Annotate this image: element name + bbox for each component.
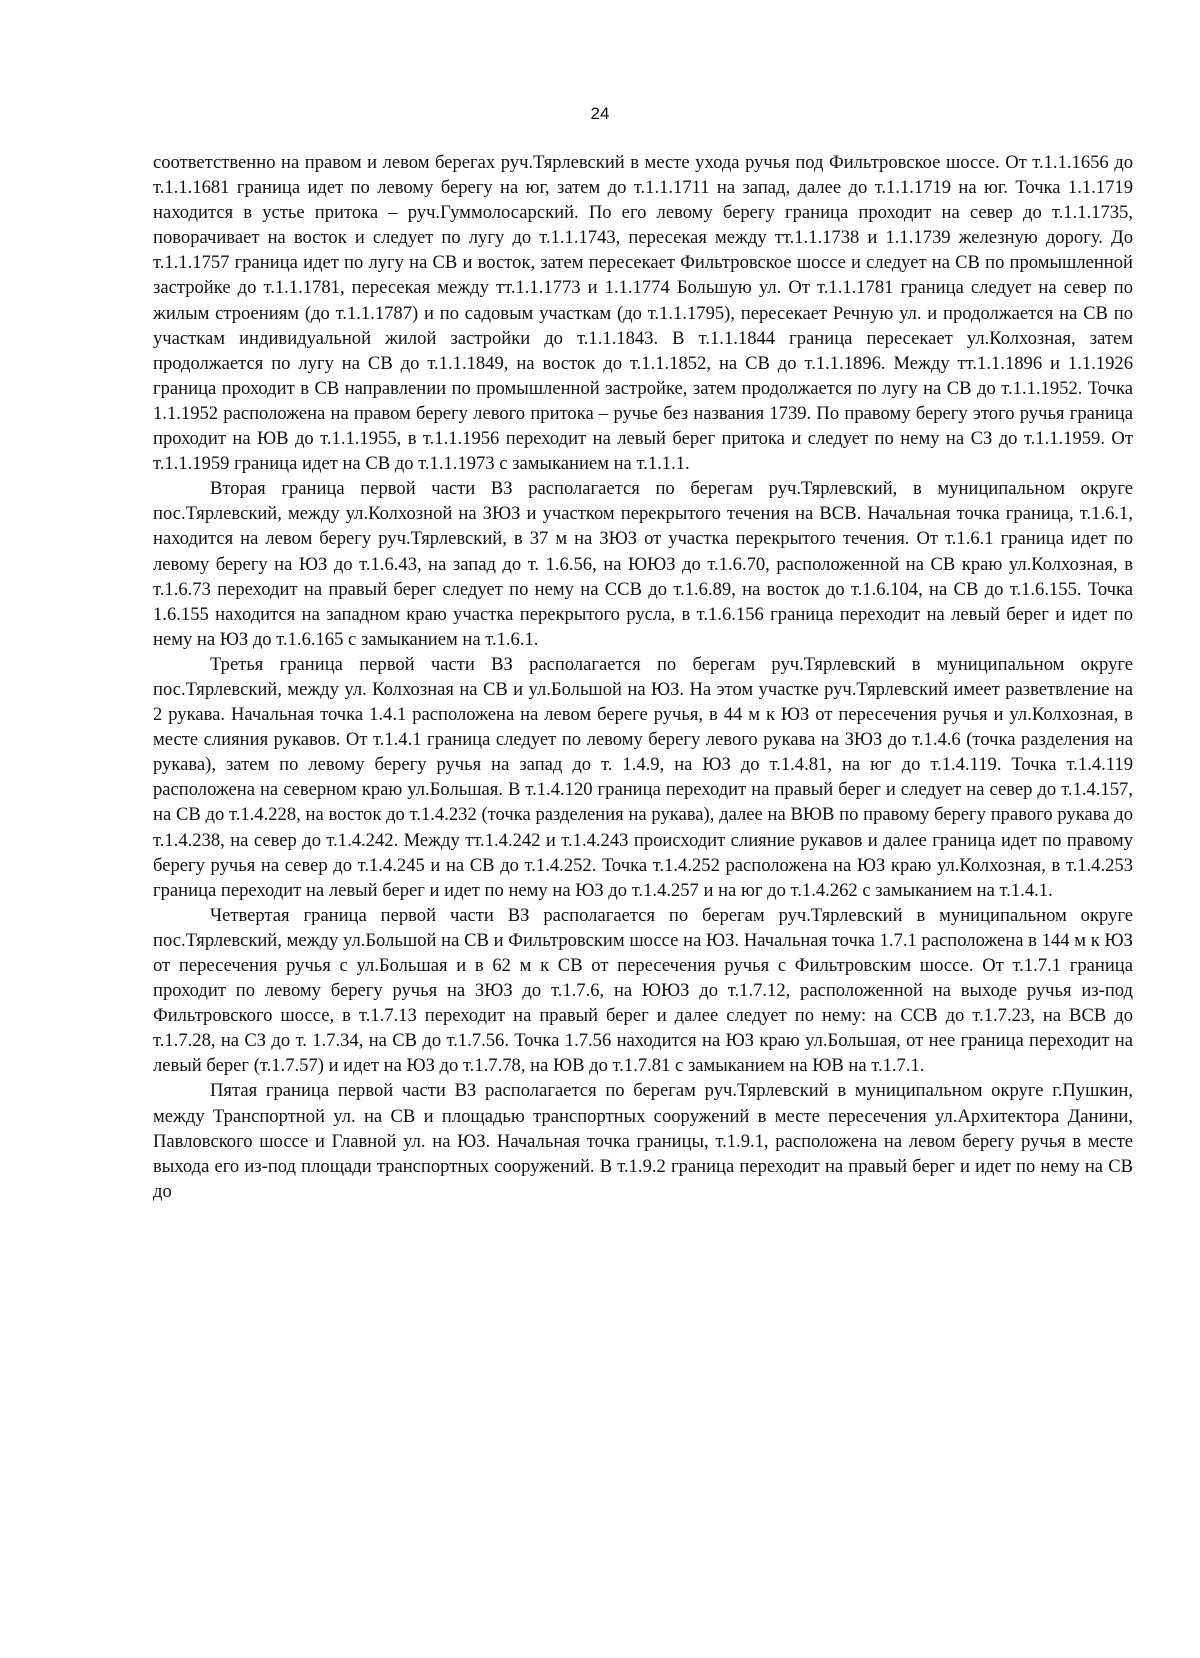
paragraph-4: Четвертая граница первой части ВЗ располагается по берегам руч.Тярлевский в муниципальном округе пос.Тярлевский, между ул.Большой на СВ и Фильтровским шоссе на ЮЗ. Начальная точка 1.7.1 расположена в 144 м к ЮЗ от пересечения ручья с ул.Большая и в 62 м к СВ от пересечения ручья с Фильтровским шоссе. От т.1.7.1 граница проходит по левому берегу ручья на ЗЮЗ до т.1.7.6, на ЮЮЗ до т.1.7.12, расположенной на выходе ручья из-под Фильтровского шоссе, в т.1.7.13 переходит на правый берег и далее следует по нему: на ССВ до т.1.7.23, на ВСВ до т.1.7.28, на СЗ до т. 1.7.34, на СВ до т.1.7.56. Точка 1.7.56 находится на ЮЗ краю ул.Большая, от нее граница переходит на левый берег (т.1.7.57) и идет на ЮЗ до т.1.7.78, на ЮВ до т.1.7.81 с замыканием на ЮВ на т.1.7.1. <box>153 904 1133 1077</box>
page-number: 24 <box>590 104 610 123</box>
paragraph-3: Третья граница первой части ВЗ располагается по берегам руч.Тярлевский в муниципальном округе пос.Тярлевский, между ул. Колхозная на СВ и ул.Большой на ЮЗ. На этом участке руч.Тярлевский имеет разветвление на 2 рукава. Начальная точка 1.4.1 расположена на левом береге ручья, в 44 м к ЮЗ от пересечения ручья и ул.Колхозная, в месте слияния рукавов. От т.1.4.1 граница следует по левому берегу левого рукава на ЗЮЗ до т.1.4.6 (точка разделения на рукава), затем по левому берегу ручья на запад до т. 1.4.9, на ЮЗ до т.1.4.81, на юг до т.1.4.119. Точка т.1.4.119 расположена на северном краю ул.Большая. В т.1.4.120 граница переходит на правый берег и следует на север до т.1.4.157, на СВ до т.1.4.228, на восток до т.1.4.232 (точка разделения на рукава), далее на ВЮВ по правому берегу правого рукава до т.1.4.238, на север до т.1.4.242. Между тт.1.4.242 и т.1.4.243 происходит слияние рукавов и далее граница идет по правому берегу ручья на север до т.1.4.245 и на СВ до т.1.4.252. Точка т.1.4.252 расположена на ЮЗ краю ул.Колхозная, в т.1.4.253 граница переходит на левый берег и идет по нему на ЮЗ до т.1.4.257 и на юг до т.1.4.262 с замыканием на т.1.4.1. <box>153 653 1133 901</box>
paragraph-5: Пятая граница первой части ВЗ располагается по берегам руч.Тярлевский в муниципальном округе г.Пушкин, между Транспортной ул. на СВ и площадью транспортных сооружений в месте пересечения ул.Архитектора Данини, Павловского шоссе и Главной ул. на ЮЗ. Начальная точка границы, т.1.9.1, расположена на левом берегу ручья в месте выхода его из-под площади транспортных сооружений. В т.1.9.2 граница переходит на правый берег и идет по нему на СВ до <box>153 1080 1133 1202</box>
paragraph-1: соответственно на правом и левом берегах руч.Тярлевский в месте ухода ручья под Фильтровское шоссе. От т.1.1.1656 до т.1.1.1681 граница идет по левому берегу на юг, затем до т.1.1.1711 на запад, далее до т.1.1.1719 на юг. Точка 1.1.1719 находится в устье притока – руч.Гуммолосарский. По его левому берегу граница проходит на север до т.1.1.1735, поворачивает на восток и следует по лугу до т.1.1.1743, пересекая между тт.1.1.1738 и 1.1.1739 железную дорогу. До т.1.1.1757 граница идет по лугу на СВ и восток, затем пересекает Фильтровское шоссе и следует на СВ по промышленной застройке до т.1.1.1781, пересекая между тт.1.1.1773 и 1.1.1774 Большую ул. От т.1.1.1781 граница следует на север по жилым строениям (до т.1.1.1787) и по садовым участкам (до т.1.1.1795), пересекает Речную ул. и продолжается на СВ по участкам индивидуальной жилой застройки до т.1.1.1843. В т.1.1.1844 граница пересекает ул.Колхозная, затем продолжается по лугу на СВ до т.1.1.1849, на восток до т.1.1.1852, на СВ до т.1.1.1896. Между тт.1.1.1896 и 1.1.1926 граница проходит в СВ направлении по промышленной застройке, затем продолжается по лугу на СВ до т.1.1.1952. Точка 1.1.1952 расположена на правом берегу левого притока – ручье без названия 1739. По правому берегу этого ручья граница проходит на ЮВ до т.1.1.1955, в т.1.1.1956 переходит на левый берег притока и следует по нему на СЗ до т.1.1.1959. От т.1.1.1959 граница идет на СВ до т.1.1.1973 с замыканием на т.1.1.1. <box>153 152 1133 475</box>
paragraph-2: Вторая граница первой части ВЗ располагается по берегам руч.Тярлевский, в муниципальном округе пос.Тярлевский, между ул.Колхозной на ЗЮЗ и участком перекрытого течения на ВСВ. Начальная точка граница, т.1.6.1, находится на левом берегу руч.Тярлевский, в 37 м на ЗЮЗ от участка перекрытого течения. От т.1.6.1 граница идет по левому берегу на ЮЗ до т.1.6.43, на запад до т. 1.6.56, на ЮЮЗ до т.1.6.70, расположенной на СВ краю ул.Колхозная, в т.1.6.73 переходит на правый берег следует по нему на ССВ до т.1.6.89, на восток до т.1.6.104, на СВ до т.1.6.155. Точка 1.6.155 находится на западном краю участка перекрытого русла, в т.1.6.156 граница переходит на левый берег и идет по нему на ЮЗ до т.1.6.165 с замыканием на т.1.6.1. <box>153 478 1133 650</box>
document-body <box>153 150 1133 1204</box>
